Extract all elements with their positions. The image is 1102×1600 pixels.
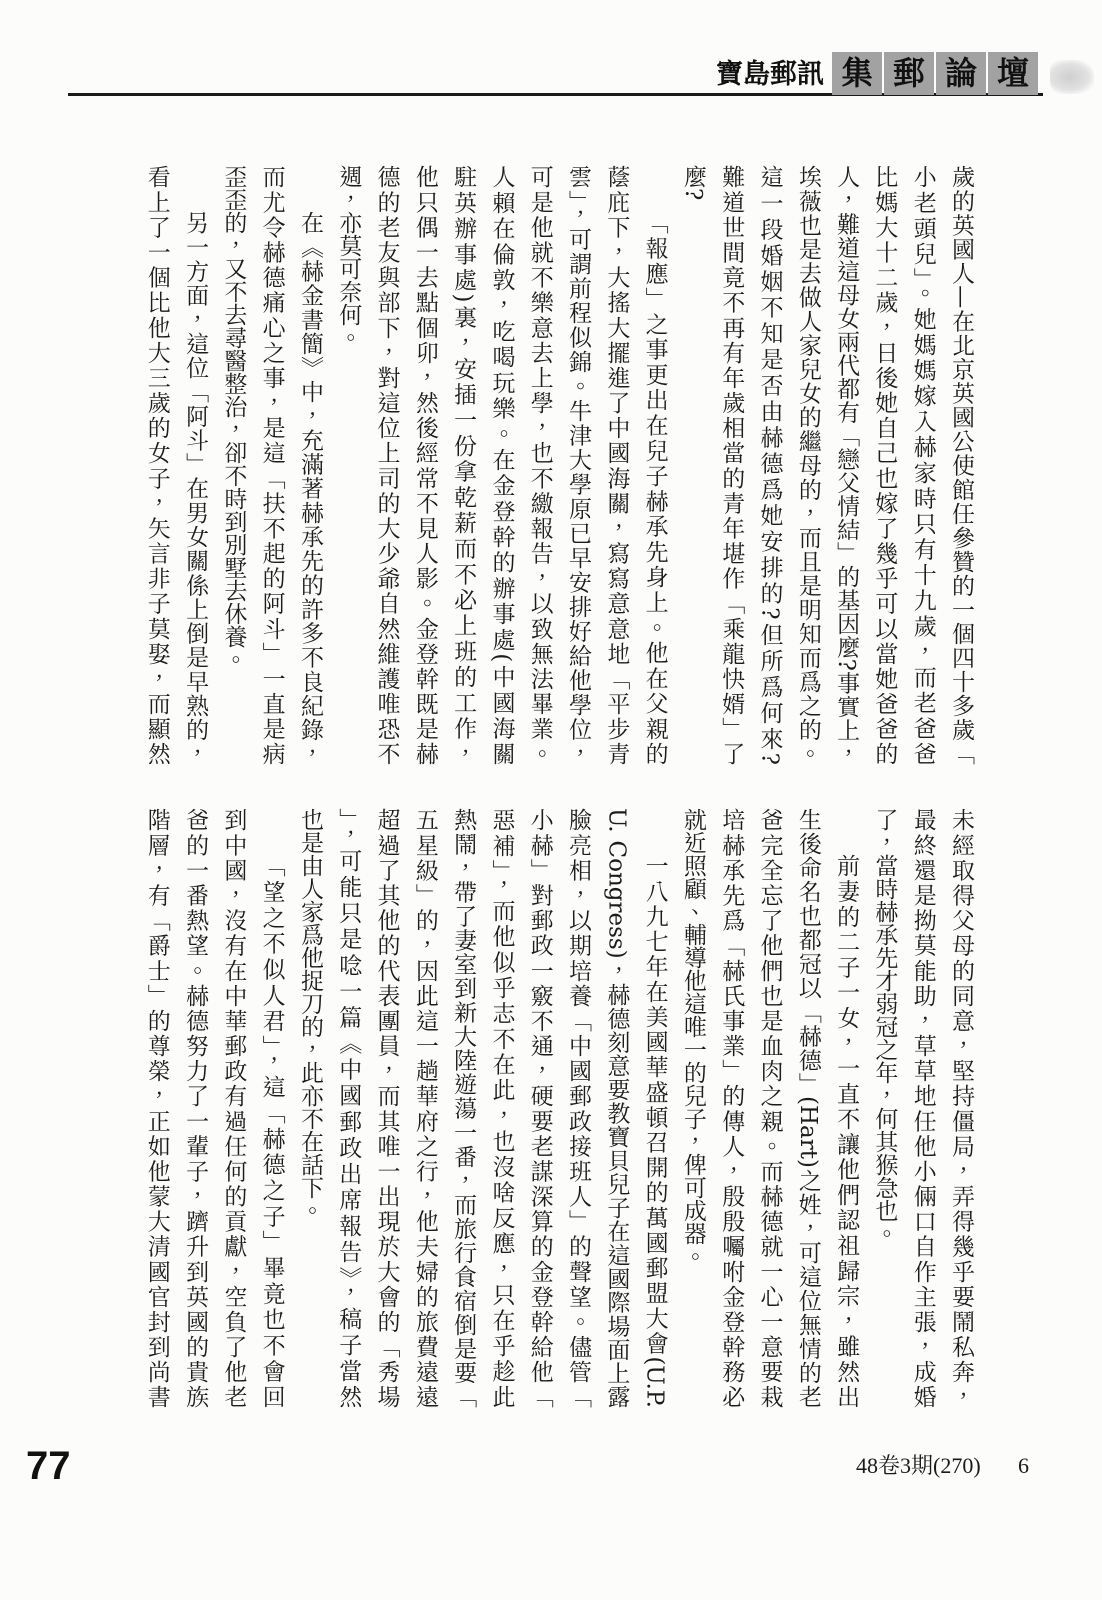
section-title-char: 集 [840,54,873,92]
issue-label: 48卷3期(270) [856,1453,981,1478]
section-title-char: 壇 [996,54,1029,92]
text-column: 前妻的二子一女，一直不讓他們認祖歸宗，雖然出 [833,854,860,1408]
text-column: 小赫」對郵政一竅不通，硬要老謀深算的金登幹給他「 [526,808,553,1408]
text-column: 可是他就不樂意去上學，也不繳報告，以致無法畢業。 [526,165,553,765]
text-column: 歪歪的，又不去尋醫整治，卻不時到別墅去休養。 [220,165,247,671]
upper-text-band [137,165,980,765]
text-column: 惡補」，而他似乎志不在此，也沒啥反應，只在乎趁此 [488,808,515,1408]
text-column: 德的老友與部下，對這位上司的大少爺自然維護唯恐不 [373,165,400,765]
section-title-box [936,52,986,95]
text-column: 臉亮相，以期培養「中國郵政接班人」的聲望。儘管「 [565,808,592,1408]
corner-decoration [1050,60,1094,94]
text-column: 駐英辦事處)裏，安插一份拿乾薪而不必上班的工作， [450,165,477,765]
text-column: 熱鬧，帶了妻室到新大陸遊蕩一番，而旅行食宿倒是要「 [450,808,477,1408]
text-column: 人，難道這母女兩代都有「戀父情結」的基因麼?事實上， [833,165,860,765]
text-column: 階層，有「爵士」的尊榮，正如他蒙大清國官封到尚書 [143,808,170,1408]
text-column: 麼? [679,165,706,201]
text-column: 生後命名也都冠以「赫德」(Hart)之姓，可這位無情的老 [794,808,821,1408]
text-column: 看上了一個比他大三歲的女子，矢言非子莫娶，而顯然 [143,165,170,765]
text-column: 就近照顧、輔導他這唯一的兒子，俾可成器。 [679,808,706,1268]
text-column: 最終還是拗莫能助，草草地任他小倆口自作主張，成婚 [909,808,936,1408]
section-title-box [832,52,882,95]
text-column: 五星級」的，因此這一趟華府之行，他夫婦的旅費遠遠 [411,808,438,1408]
text-column: 爸的一番熱望。赫德努力了一輩子，躋升到英國的貴族 [182,808,209,1408]
text-column: U. Congress)，赫德刻意要教寶貝兒子在這國際場面上露 [603,808,630,1408]
section-title-box [988,52,1038,95]
text-column: 了，當時赫承先才弱冠之年，何其猴急也。 [871,808,898,1245]
text-column: 人賴在倫敦，吃喝玩樂。在金登幹的辦事處(中國海關 [488,165,515,765]
text-column: 」，可能只是唸一篇《中國郵政出席報告》，稿子當然 [335,808,362,1408]
text-column: 「望之不似人君」，這「赫德之子」畢竟也不會回 [258,854,285,1408]
text-column: 比媽大十二歲，日後她自己也嫁了幾乎可以當她爸爸的 [871,165,898,765]
text-column: 未經取得父母的同意，堅持僵局，弄得幾乎要鬧私奔， [948,808,974,1408]
section-title-box [884,52,934,95]
text-column: 蔭庇下，大搖大擺進了中國海關，寫寫意意地「平步青 [603,165,630,765]
text-column: 雲」，可謂前程似錦。牛津大學原已早安排好給他學位， [565,165,592,765]
text-column: 一八九七年在美國華盛頓召開的萬國郵盟大會(U.P. [641,854,668,1408]
text-column: 也是由人家爲他捉刀的，此亦不在話下。 [296,808,323,1222]
text-column: 在《赫金書簡》中，充滿著赫承先的許多不良紀錄， [296,211,323,765]
text-column: 歲的英國人—在北京英國公使館任參贊的一個四十多歲「 [948,165,974,765]
text-column: 另一方面，這位「阿斗」在男女關係上倒是早熟的， [182,211,209,765]
lower-text-band [137,808,980,1408]
text-column: 爸完全忘了他們也是血肉之親。而赫德就一心一意要栽 [756,808,783,1408]
text-column: 週，亦莫可奈何。 [335,165,362,349]
text-column: 這一段婚姻不知是否由赫德爲她安排的?但所爲何來? [756,165,783,765]
text-column: 難道世間竟不再有年歲相當的青年堪作「乘龍快婿」了 [718,165,745,765]
page-number: 77 [26,1444,71,1488]
section-title-char: 論 [944,54,977,92]
text-column: 培赫承先爲「赫氏事業」的傳人，殷殷囑咐金登幹務必 [718,808,745,1408]
issue-page-number: 6 [1018,1453,1029,1478]
text-column: 他只偶一去點個卯，然後經常不見人影。金登幹既是赫 [411,165,438,765]
journal-title: 寶島郵訊 [716,59,824,90]
text-column: 超過了其他的代表團員，而其唯一出現於大會的「秀場 [373,808,400,1408]
section-title-char: 郵 [892,54,925,92]
text-column: 埃薇也是去做人家兒女的繼母的，而且是明知而爲之的。 [794,165,821,765]
text-column: 「報應」之事更出在兒子赫承先身上。他在父親的 [641,211,668,765]
text-column: 到中國，沒有在中華郵政有過任何的貢獻，空負了他老 [220,808,247,1408]
text-column: 而尤令赫德痛心之事，是這「扶不起的阿斗」一直是病 [258,165,285,765]
text-column: 小老頭兒」。她媽媽嫁入赫家時只有十九歲，而老爸爸 [909,165,936,765]
